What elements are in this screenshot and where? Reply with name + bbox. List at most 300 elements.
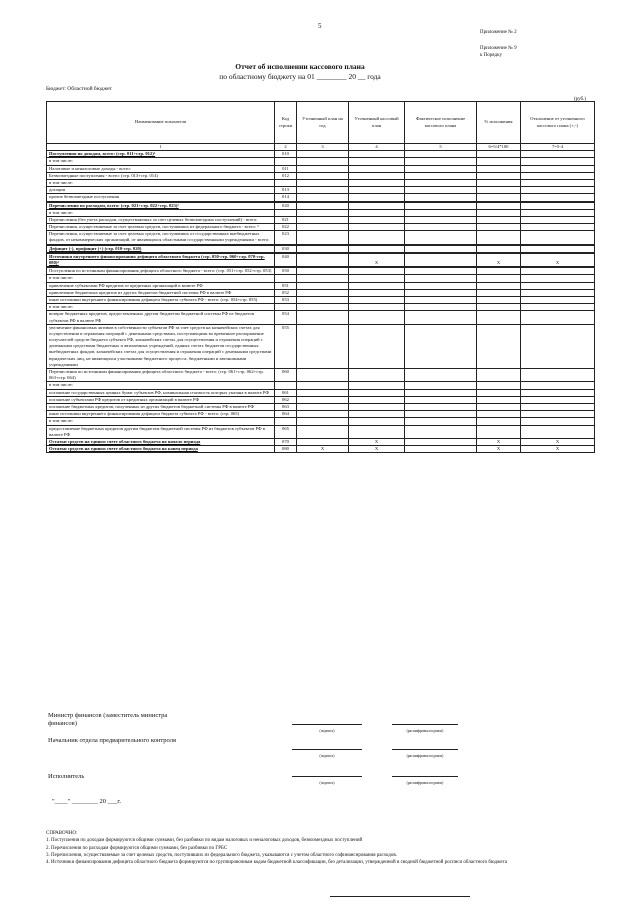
row-code: 063 xyxy=(275,403,297,410)
row-code: 021 xyxy=(275,216,297,223)
note-item: 2. Перечисления по расходам формируются общими суммами, без разбивки по ГРБС xyxy=(46,845,228,851)
row-indicator-name: Дефицит (-), профицит (+) (стр. 010-стр. 020) xyxy=(47,245,275,252)
signature-head-label: Начальник отдела предварительного контроля xyxy=(48,737,176,744)
signature-caption: (подпись) xyxy=(319,729,335,733)
row-indicator-name: погашение субъектами РФ кредитов от кредитных организаций в валюте РФ xyxy=(47,396,275,403)
row-code xyxy=(275,209,297,216)
row-value-cell xyxy=(477,216,521,223)
row-value-cell xyxy=(521,151,595,158)
row-value-cell xyxy=(297,403,349,410)
note-item: 3. Перечисления, осуществляемые за счет целевых средств, поступивших из федерального бюджета, указываются с учетом областного софинансирования расходов. xyxy=(46,852,397,858)
row-indicator-name: Перечисления, осуществляемые за счет целевых средств, поступивших от государственных внебюджетных фондов, от некоммерческих организаций, от являющихся областными государственными учреждениями - всего: xyxy=(47,231,275,244)
row-value-cell xyxy=(521,311,595,324)
row-value-cell xyxy=(349,151,405,158)
report-table xyxy=(46,101,595,453)
table-row xyxy=(47,268,595,275)
row-value-cell xyxy=(297,231,349,244)
row-value-cell xyxy=(405,202,477,209)
report-title xyxy=(170,62,430,82)
col-number: 7=5-4 xyxy=(521,144,595,151)
header-percent: % исполнения xyxy=(477,102,521,144)
row-indicator-name: в том числе: xyxy=(47,418,275,425)
budget-label: Бюджет: Областной бюджет xyxy=(46,86,112,92)
row-indicator-name: прочие безвозмездные поступления xyxy=(47,194,275,201)
table-row xyxy=(47,275,595,282)
row-value-cell xyxy=(405,187,477,194)
row-indicator-name: погашение бюджетных кредитов, полученных из других бюджетов бюджетной системы РФ в валюте РФ xyxy=(47,403,275,410)
row-indicator-name: в том числе: xyxy=(47,179,275,186)
row-indicator-name: иные источники внутреннего финансирования дефицита бюджета субъекта РФ - всего: (стр. 054+стр. 055) xyxy=(47,296,275,303)
row-value-cell xyxy=(349,172,405,179)
signature-caption: (подпись) xyxy=(319,754,335,758)
row-value-cell xyxy=(477,179,521,186)
row-indicator-name: в том числе: xyxy=(47,382,275,389)
table-row xyxy=(47,202,595,209)
table-row xyxy=(47,231,595,244)
signature-minister-label: Министр финансов (заместитель министра финансов) xyxy=(48,712,168,728)
row-value-cell xyxy=(297,418,349,425)
row-value-cell xyxy=(297,172,349,179)
row-code: 070 xyxy=(275,438,297,445)
row-value-cell xyxy=(521,202,595,209)
row-value-cell xyxy=(521,324,595,368)
row-value-cell xyxy=(297,194,349,201)
row-value-cell xyxy=(297,382,349,389)
signature-line xyxy=(292,724,362,725)
table-row xyxy=(47,224,595,231)
table-row xyxy=(47,304,595,311)
decoding-caption: (расшифровка подписи) xyxy=(406,781,444,785)
row-value-cell xyxy=(521,245,595,252)
row-value-cell xyxy=(297,151,349,158)
table-row xyxy=(47,382,595,389)
signature-executor-label: Исполнитель xyxy=(48,773,85,780)
table-row xyxy=(47,172,595,179)
row-value-cell xyxy=(297,282,349,289)
column-number-row xyxy=(47,144,595,151)
row-value-cell xyxy=(521,382,595,389)
row-value-cell xyxy=(405,311,477,324)
row-value-cell xyxy=(405,253,477,266)
row-code: 062 xyxy=(275,396,297,403)
row-value-cell xyxy=(405,403,477,410)
row-value-cell xyxy=(349,158,405,165)
row-value-cell xyxy=(349,179,405,186)
row-value-cell xyxy=(297,411,349,418)
row-value-cell xyxy=(477,209,521,216)
x-mark-cell: X xyxy=(521,253,595,266)
row-code: 061 xyxy=(275,389,297,396)
header-actual: Фактическое исполнение кассового плана xyxy=(405,102,477,144)
header-cash-plan: Уточненный кассовый план xyxy=(349,102,405,144)
x-mark-cell: X xyxy=(477,446,521,453)
row-value-cell xyxy=(297,179,349,186)
row-code xyxy=(275,382,297,389)
row-value-cell xyxy=(405,289,477,296)
row-value-cell xyxy=(405,389,477,396)
table-row xyxy=(47,289,595,296)
appendix-label-2: Приложение № 9 xyxy=(480,46,517,51)
row-value-cell xyxy=(405,158,477,165)
row-value-cell xyxy=(349,311,405,324)
row-value-cell xyxy=(477,403,521,410)
row-value-cell xyxy=(297,245,349,252)
row-value-cell xyxy=(477,396,521,403)
row-value-cell xyxy=(477,172,521,179)
row-value-cell xyxy=(297,187,349,194)
row-value-cell xyxy=(297,165,349,172)
table-row xyxy=(47,209,595,216)
row-code: 065 xyxy=(275,425,297,438)
row-value-cell xyxy=(405,324,477,368)
row-value-cell xyxy=(297,438,349,445)
table-row xyxy=(47,425,595,438)
row-value-cell xyxy=(405,275,477,282)
table-row xyxy=(47,369,595,382)
row-value-cell xyxy=(297,253,349,266)
signature-line xyxy=(292,776,362,777)
row-code xyxy=(275,418,297,425)
table-row xyxy=(47,446,595,453)
row-value-cell xyxy=(477,202,521,209)
row-indicator-name: в том числе: xyxy=(47,158,275,165)
row-indicator-name: предоставление бюджетных кредитов другим бюджетам бюджетной системы РФ из бюджетов субъектов РФ в валюте РФ xyxy=(47,425,275,438)
row-value-cell xyxy=(297,275,349,282)
row-value-cell xyxy=(405,245,477,252)
row-value-cell xyxy=(405,268,477,275)
row-value-cell xyxy=(521,158,595,165)
row-value-cell xyxy=(521,403,595,410)
row-code: 051 xyxy=(275,282,297,289)
row-value-cell xyxy=(349,275,405,282)
table-row xyxy=(47,245,595,252)
row-code: 022 xyxy=(275,224,297,231)
bottom-rule xyxy=(330,896,470,897)
row-value-cell xyxy=(521,396,595,403)
row-value-cell xyxy=(477,187,521,194)
row-value-cell xyxy=(521,411,595,418)
row-value-cell xyxy=(405,282,477,289)
row-value-cell xyxy=(297,202,349,209)
report-title-line1: Отчет об исполнении кассового плана xyxy=(235,62,365,71)
row-indicator-name: в том числе: xyxy=(47,275,275,282)
row-indicator-name: в том числе: xyxy=(47,209,275,216)
table-row xyxy=(47,194,595,201)
decoding-caption: (расшифровка подписи) xyxy=(406,754,444,758)
table-row xyxy=(47,438,595,445)
row-value-cell xyxy=(477,282,521,289)
table-row xyxy=(47,296,595,303)
row-value-cell xyxy=(477,245,521,252)
row-value-cell xyxy=(349,194,405,201)
row-code: 053 xyxy=(275,296,297,303)
row-indicator-name: Поступления по источникам финансирования дефицита областного бюджета - всего: (стр. 051+стр. 052+стр. 053) xyxy=(47,268,275,275)
row-indicator-name: иные источники внутреннего финансирования дефицита бюджета субъекта РФ - всего: (стр. 065) xyxy=(47,411,275,418)
row-value-cell xyxy=(405,396,477,403)
row-code: 020 xyxy=(275,202,297,209)
row-value-cell xyxy=(405,172,477,179)
decoding-caption: (расшифровка подписи) xyxy=(406,729,444,733)
row-value-cell xyxy=(521,418,595,425)
row-indicator-name: возврат бюджетных кредитов, предоставленных другим бюджетам бюджетной системы РФ из бюджетов субъектов РФ в валюте РФ xyxy=(47,311,275,324)
row-value-cell xyxy=(405,179,477,186)
x-mark-cell: X xyxy=(477,253,521,266)
row-indicator-name: Перечисления, осуществляемые за счет целевых средств, поступивших из федерального бюджета - всего: ³ xyxy=(47,224,275,231)
row-value-cell xyxy=(405,418,477,425)
row-value-cell xyxy=(349,245,405,252)
row-indicator-name: Перечисления (без учета расходов, осуществляемых за счет целевых безвозмездных поступлений) - всего: xyxy=(47,216,275,223)
report-title-line2: по областному бюджету на 01 ________ 20 __ года xyxy=(219,72,381,82)
row-value-cell xyxy=(477,231,521,244)
row-value-cell xyxy=(405,194,477,201)
table-row xyxy=(47,179,595,186)
row-indicator-name: в том числе: xyxy=(47,304,275,311)
row-value-cell xyxy=(349,209,405,216)
table-row xyxy=(47,324,595,368)
row-value-cell xyxy=(349,389,405,396)
x-mark-cell: X xyxy=(349,438,405,445)
col-number: 3 xyxy=(297,144,349,151)
date-line: "____" ________ 20 ___г. xyxy=(52,798,121,805)
decoding-line xyxy=(392,724,458,725)
row-value-cell xyxy=(521,282,595,289)
row-value-cell xyxy=(297,324,349,368)
appendix-label-1: Приложение № 2 xyxy=(480,30,517,35)
row-code xyxy=(275,275,297,282)
table-row xyxy=(47,158,595,165)
col-number: 6=5/4*100 xyxy=(477,144,521,151)
row-value-cell xyxy=(405,446,477,453)
row-value-cell xyxy=(477,224,521,231)
row-value-cell xyxy=(521,194,595,201)
col-number: 4 xyxy=(349,144,405,151)
row-value-cell xyxy=(349,216,405,223)
notes-section xyxy=(46,830,606,866)
row-value-cell xyxy=(405,231,477,244)
signature-caption: (подпись) xyxy=(319,781,335,785)
row-code xyxy=(275,179,297,186)
x-mark-cell: X xyxy=(297,446,349,453)
row-value-cell xyxy=(349,425,405,438)
row-code: 030 xyxy=(275,245,297,252)
row-indicator-name: привлечение бюджетных кредитов из других бюджетов бюджетной системы РФ в валюте РФ xyxy=(47,289,275,296)
row-code: 054 xyxy=(275,311,297,324)
row-indicator-name: погашение государственных ценных бумаг субъектов РФ, номинальная стоимость которых указана в валюте РФ xyxy=(47,389,275,396)
row-value-cell xyxy=(521,304,595,311)
col-number: 1 xyxy=(47,144,275,151)
row-indicator-name: Остатки средств на едином счете областного бюджета на конец периода xyxy=(47,446,275,453)
row-code: 011 xyxy=(275,165,297,172)
row-code: 055 xyxy=(275,324,297,368)
table-row xyxy=(47,311,595,324)
row-value-cell xyxy=(477,194,521,201)
row-value-cell xyxy=(349,304,405,311)
table-row xyxy=(47,411,595,418)
row-value-cell xyxy=(405,216,477,223)
table-row xyxy=(47,418,595,425)
row-value-cell xyxy=(405,165,477,172)
row-value-cell xyxy=(521,289,595,296)
row-value-cell xyxy=(477,382,521,389)
row-value-cell xyxy=(297,224,349,231)
table-row xyxy=(47,216,595,223)
row-value-cell xyxy=(477,425,521,438)
row-value-cell xyxy=(477,165,521,172)
row-value-cell xyxy=(477,268,521,275)
row-indicator-name: Перечисления по источникам финансирования дефицита областного бюджета - всего: (стр. 061+стр. 062+стр. 063+стр. 064) xyxy=(47,369,275,382)
row-value-cell xyxy=(349,296,405,303)
row-value-cell xyxy=(405,369,477,382)
page-number: 5 xyxy=(318,22,322,30)
signature-line xyxy=(292,749,362,750)
row-value-cell xyxy=(405,224,477,231)
row-value-cell xyxy=(349,187,405,194)
row-value-cell xyxy=(405,411,477,418)
row-value-cell xyxy=(297,304,349,311)
row-value-cell xyxy=(477,411,521,418)
row-value-cell xyxy=(297,158,349,165)
table-row xyxy=(47,165,595,172)
row-value-cell xyxy=(349,268,405,275)
row-value-cell xyxy=(349,202,405,209)
row-value-cell xyxy=(521,224,595,231)
row-value-cell xyxy=(405,438,477,445)
decoding-line xyxy=(392,749,458,750)
row-value-cell xyxy=(297,289,349,296)
row-value-cell xyxy=(349,403,405,410)
row-value-cell xyxy=(405,151,477,158)
row-code: 060 xyxy=(275,369,297,382)
table-row xyxy=(47,253,595,266)
row-code xyxy=(275,158,297,165)
row-value-cell xyxy=(521,187,595,194)
note-item: 4. Источники финансирования дефицита областного бюджета формируются по группировочным кодам бюджетной классификации, без детализации, утвержденной в сводной бюджетной росписи областного бюджета xyxy=(46,860,507,865)
row-code: 052 xyxy=(275,289,297,296)
row-indicator-name: Перечисления по расходам, всего: (стр. 021+стр. 022+стр. 023)² xyxy=(47,202,275,209)
header-row xyxy=(47,102,595,144)
row-value-cell xyxy=(477,158,521,165)
notes-heading: СПРАВОЧНО: xyxy=(46,831,78,836)
row-code: 040 xyxy=(275,253,297,266)
row-value-cell xyxy=(349,396,405,403)
row-value-cell xyxy=(349,289,405,296)
x-mark-cell: X xyxy=(349,253,405,266)
row-value-cell xyxy=(477,151,521,158)
row-value-cell xyxy=(521,179,595,186)
table-row xyxy=(47,389,595,396)
row-code: 050 xyxy=(275,268,297,275)
row-value-cell xyxy=(405,304,477,311)
row-value-cell xyxy=(521,369,595,382)
row-value-cell xyxy=(297,369,349,382)
note-item: 1. Поступления по доходам формируются общими суммами, без разбивки по видам налоговых и неналоговых доходов, безвозмездных поступлений xyxy=(46,838,363,844)
row-value-cell xyxy=(349,369,405,382)
row-value-cell xyxy=(521,425,595,438)
row-value-cell xyxy=(405,425,477,438)
row-value-cell xyxy=(477,289,521,296)
x-mark-cell: X xyxy=(521,446,595,453)
row-value-cell xyxy=(521,296,595,303)
row-indicator-name: Остатки средств на едином счете областного бюджета на начало периода xyxy=(47,438,275,445)
col-number: 5 xyxy=(405,144,477,151)
x-mark-cell: X xyxy=(521,438,595,445)
row-indicator-name: Поступления по доходам, всего: (стр. 011+стр. 012)¹ xyxy=(47,151,275,158)
row-value-cell xyxy=(521,165,595,172)
row-value-cell xyxy=(349,418,405,425)
header-code: Код строки xyxy=(275,102,297,144)
row-code: 012 xyxy=(275,172,297,179)
row-value-cell xyxy=(297,268,349,275)
row-value-cell xyxy=(349,282,405,289)
row-code: 010 xyxy=(275,151,297,158)
row-value-cell xyxy=(477,418,521,425)
row-value-cell xyxy=(297,216,349,223)
x-mark-cell: X xyxy=(349,446,405,453)
row-value-cell xyxy=(297,296,349,303)
row-value-cell xyxy=(297,396,349,403)
row-value-cell xyxy=(521,172,595,179)
table-row xyxy=(47,396,595,403)
row-value-cell xyxy=(477,324,521,368)
row-value-cell xyxy=(477,369,521,382)
row-value-cell xyxy=(349,411,405,418)
row-code: 014 xyxy=(275,194,297,201)
row-value-cell xyxy=(477,296,521,303)
x-mark-cell: X xyxy=(477,438,521,445)
row-indicator-name: дотации xyxy=(47,187,275,194)
row-value-cell xyxy=(297,389,349,396)
table-row xyxy=(47,282,595,289)
col-number: 2 xyxy=(275,144,297,151)
appendix-label-3: к Порядку xyxy=(480,53,502,58)
row-code xyxy=(275,304,297,311)
units-label: (руб.) xyxy=(574,97,586,102)
row-value-cell xyxy=(521,275,595,282)
row-code: 023 xyxy=(275,231,297,244)
row-value-cell xyxy=(521,268,595,275)
row-indicator-name: увеличение финансовых активов в собственности субъектов РФ за счет средств на казначейских счетах для осуществления и отражения операций с денежными средствами, поступающими во временное распоряжение получателей средств бюджета субъекта РФ, казначейских счетах для осуществления и отражения операций с денежными средствами бюджетных и автономных учреждений, единых счетах бюджетов государственных внебюджетных фондов, казначейских счетах для осуществления и отражения операций с денежными средствами юридических лиц, не являющихся участниками бюджетного процесса, бюджетными и автономными учреждениями xyxy=(47,324,275,368)
row-code: 064 xyxy=(275,411,297,418)
row-value-cell xyxy=(349,324,405,368)
row-value-cell xyxy=(349,231,405,244)
header-deviation: Отклонение от уточненного кассового плана (+,-) xyxy=(521,102,595,144)
row-value-cell xyxy=(477,389,521,396)
header-indicator: Наименование показателя xyxy=(47,102,275,144)
table-row xyxy=(47,187,595,194)
row-value-cell xyxy=(405,296,477,303)
row-value-cell xyxy=(477,304,521,311)
decoding-line xyxy=(392,776,458,777)
row-indicator-name: привлечение субъектами РФ кредитов от кредитных организаций в валюте РФ xyxy=(47,282,275,289)
row-value-cell xyxy=(521,231,595,244)
table-row xyxy=(47,151,595,158)
row-value-cell xyxy=(477,311,521,324)
header-annual-plan: Уточненный план на год xyxy=(297,102,349,144)
row-code: 080 xyxy=(275,446,297,453)
table-row xyxy=(47,403,595,410)
row-value-cell xyxy=(297,209,349,216)
row-value-cell xyxy=(405,209,477,216)
row-code: 013 xyxy=(275,187,297,194)
row-indicator-name: Источники внутреннего финансирования дефицита областного бюджета (стр. 050-стр. 060+стр. 070-стр. 080)⁴ xyxy=(47,253,275,266)
row-value-cell xyxy=(405,382,477,389)
row-indicator-name: Налоговые и неналоговые доходы - всего: xyxy=(47,165,275,172)
row-value-cell xyxy=(521,216,595,223)
row-indicator-name: Безвозмездные поступления - всего: (стр. 013+стр. 014) xyxy=(47,172,275,179)
row-value-cell xyxy=(297,425,349,438)
row-value-cell xyxy=(521,389,595,396)
row-value-cell xyxy=(477,275,521,282)
